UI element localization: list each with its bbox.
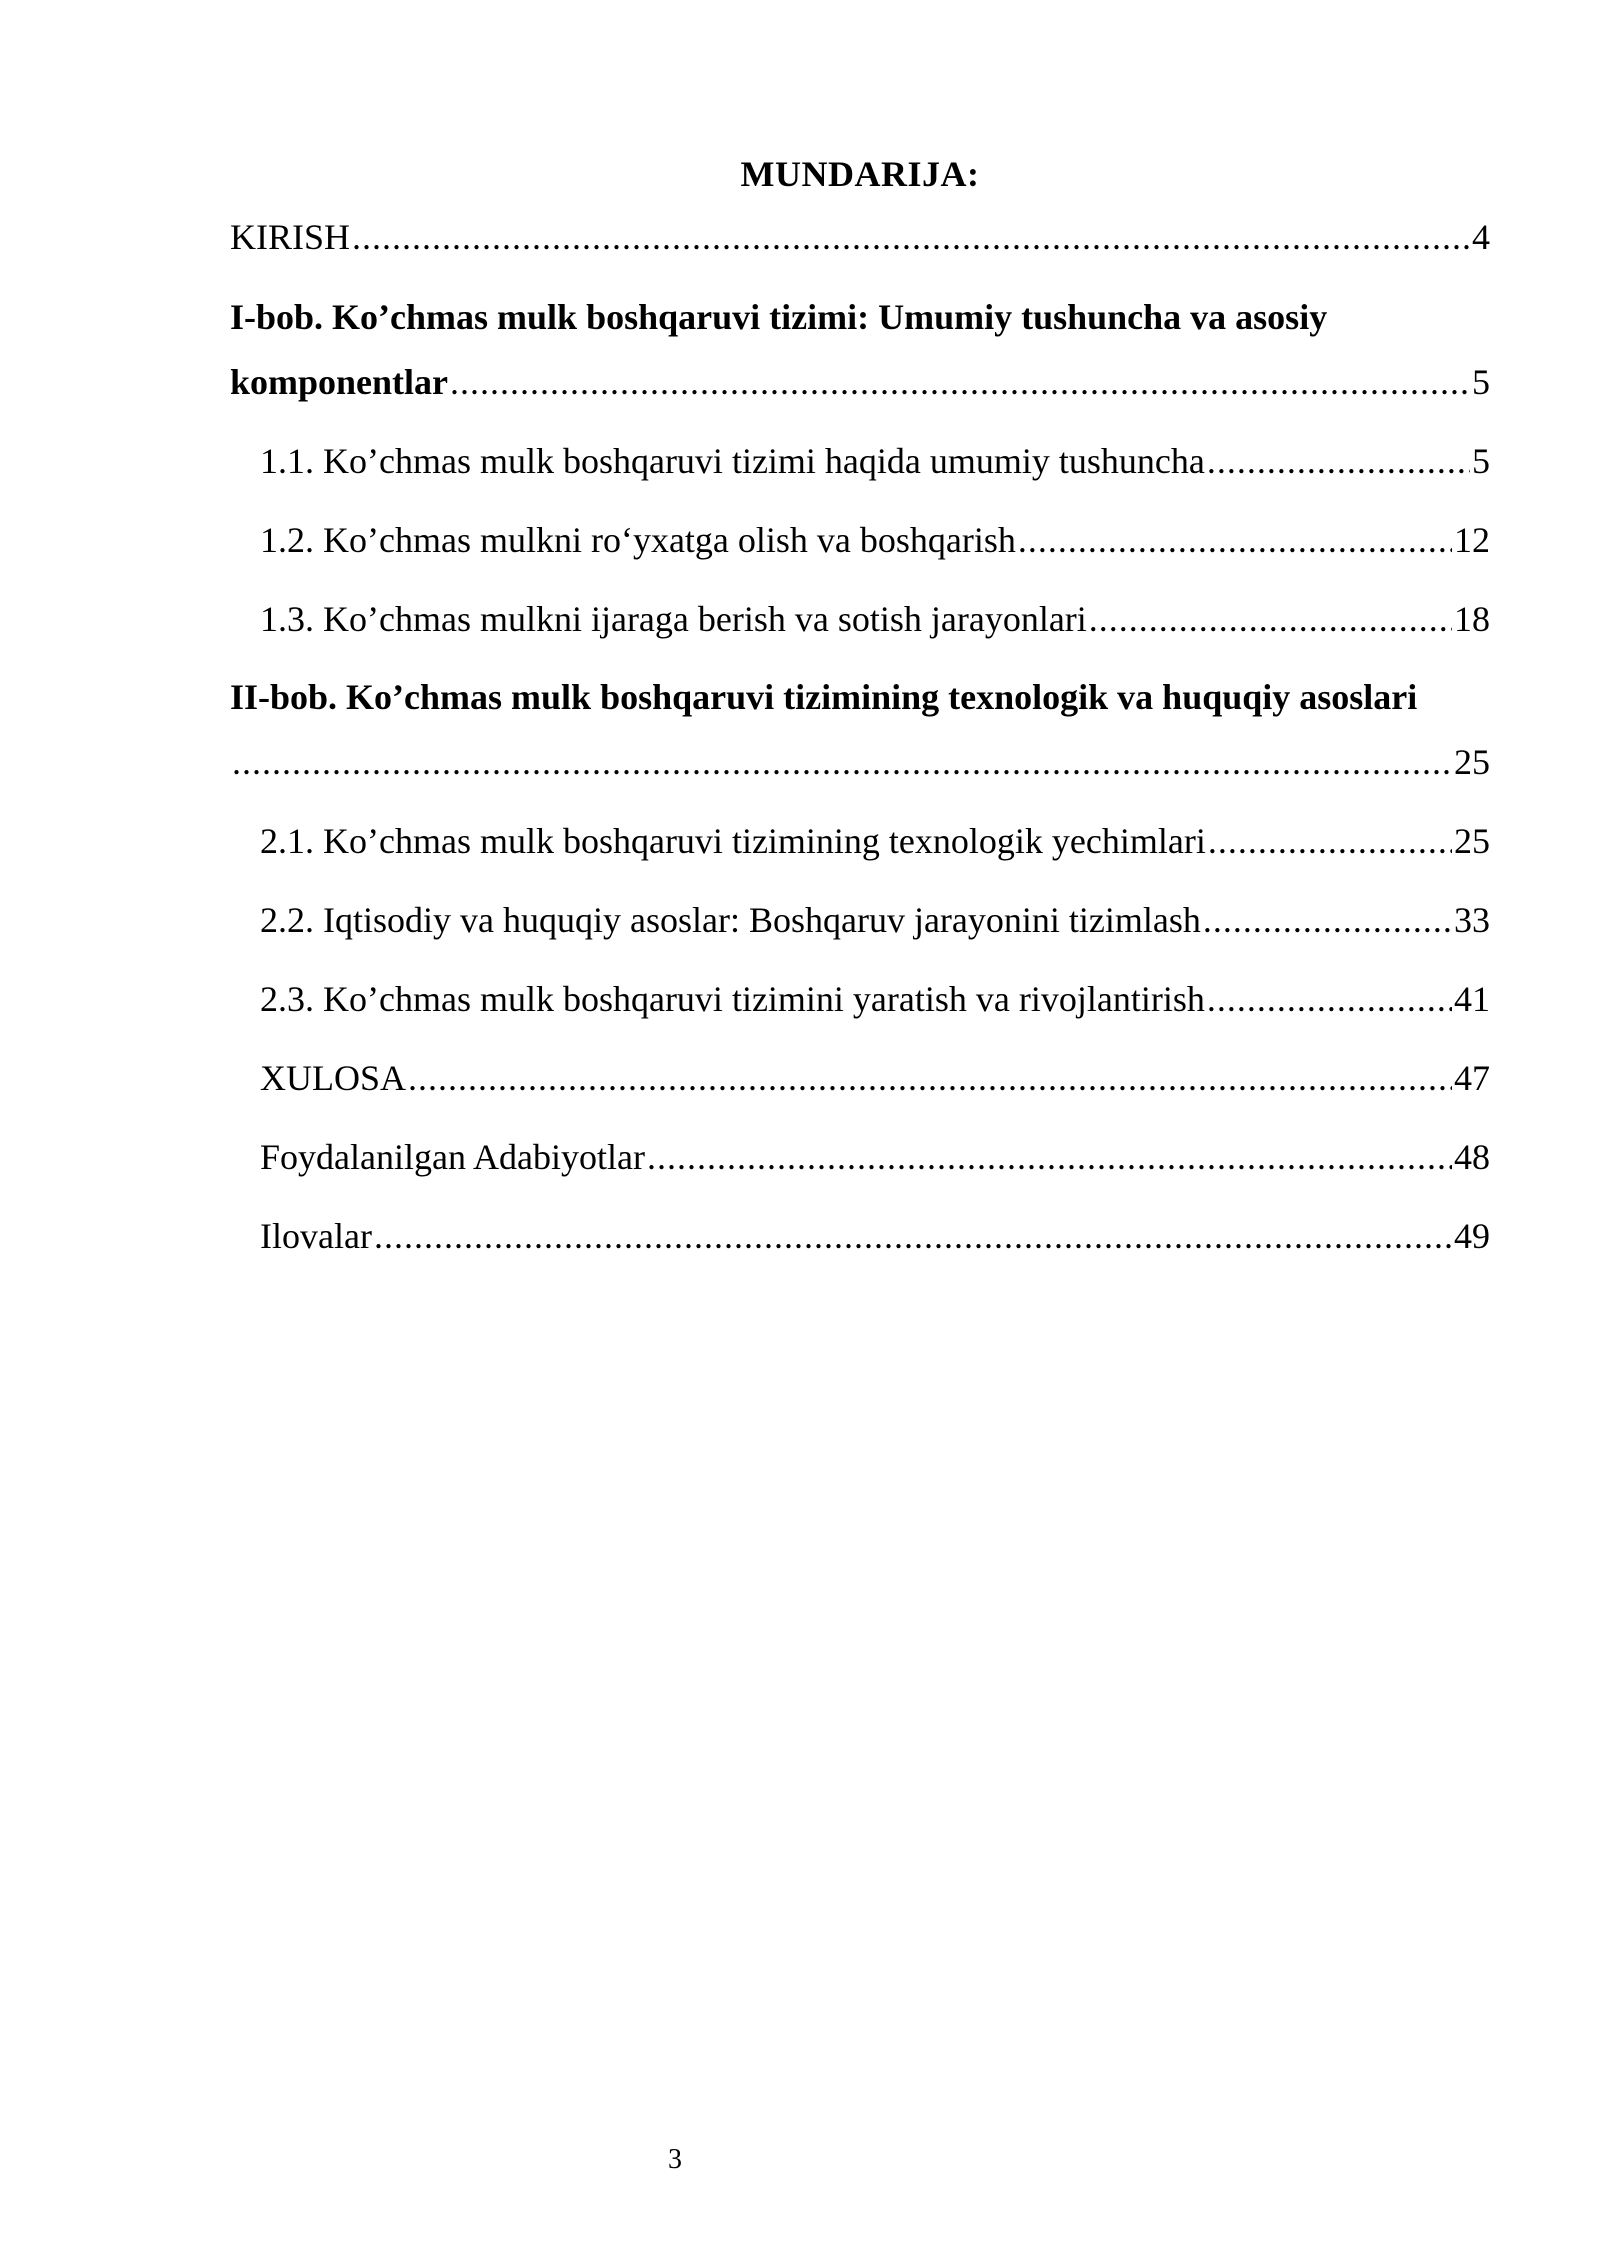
toc-entry-page: 12 — [1454, 520, 1490, 560]
toc-entry-1-3[interactable] — [230, 597, 1490, 641]
toc-entry-label: 1.3. Ko’chmas mulkni ijaraga berish va sotish jarayonlari — [260, 599, 1087, 639]
table-of-contents — [230, 215, 1490, 1258]
toc-entry-page: 41 — [1454, 979, 1490, 1019]
dot-leader — [352, 215, 1470, 259]
toc-entry-page: 47 — [1454, 1058, 1490, 1098]
toc-entry-label: komponentlar — [230, 362, 449, 402]
toc-entry-label: Ilovalar — [260, 1216, 372, 1256]
toc-entry-label: 2.1. Ko’chmas mulk boshqaruvi tizimining texnologik yechimlari — [260, 821, 1206, 861]
toc-entry-label: 1.2. Ko’chmas mulkni ro‘yxatga olish va boshqarish — [260, 520, 1016, 560]
dot-leader — [1203, 898, 1452, 942]
dot-leader — [1207, 439, 1470, 483]
toc-entry-page: 4 — [1472, 217, 1490, 257]
toc-chapter-1-title-end — [230, 360, 1490, 404]
toc-chapter-2-title-end — [230, 740, 1490, 784]
toc-entry-page: 5 — [1472, 362, 1490, 402]
dot-leader — [1208, 819, 1452, 863]
dot-leader — [450, 360, 1470, 404]
toc-entry-1-2[interactable] — [230, 518, 1490, 562]
toc-entry-2-1[interactable] — [230, 819, 1490, 863]
toc-entry-1-1[interactable] — [230, 439, 1490, 483]
toc-chapter-1-title-line1: I-bob. Ko’chmas mulk boshqaruvi tizimi: Umumiy tushuncha va asosiy — [230, 297, 1328, 337]
toc-entry-adabiyotlar[interactable] — [230, 1135, 1490, 1179]
toc-entry-page: 48 — [1454, 1137, 1490, 1177]
toc-entry-page: 25 — [1454, 742, 1490, 782]
toc-entry-label: 1.1. Ko’chmas mulk boshqaruvi tizimi haqida umumiy tushuncha — [260, 441, 1205, 481]
toc-entry-label: Foydalanilgan Adabiyotlar — [260, 1137, 645, 1177]
toc-entry-page: 5 — [1472, 441, 1490, 481]
dot-leader — [1089, 597, 1452, 641]
toc-entry-kirish[interactable] — [230, 215, 1490, 259]
dot-leader — [647, 1135, 1452, 1179]
dot-leader — [232, 740, 1452, 784]
toc-chapter-1[interactable] — [230, 295, 1490, 404]
toc-entry-page: 49 — [1454, 1216, 1490, 1256]
dot-leader — [1018, 518, 1452, 562]
toc-entry-label: 2.3. Ko’chmas mulk boshqaruvi tizimini yaratish va rivojlantirish — [260, 979, 1205, 1019]
toc-title: MUNDARIJA: — [740, 154, 980, 194]
dot-leader — [408, 1056, 1452, 1100]
dot-leader — [374, 1214, 1452, 1258]
toc-entry-xulosa[interactable] — [230, 1056, 1490, 1100]
toc-entry-2-2[interactable] — [230, 898, 1490, 942]
toc-entry-page: 25 — [1454, 821, 1490, 861]
page-number: 3 — [668, 2144, 682, 2175]
toc-entry-page: 18 — [1454, 599, 1490, 639]
toc-entry-ilovalar[interactable] — [230, 1214, 1490, 1258]
toc-entry-label: XULOSA — [260, 1058, 407, 1098]
toc-entry-page: 33 — [1454, 900, 1490, 940]
toc-entry-2-3[interactable] — [230, 977, 1490, 1021]
toc-entry-label: 2.2. Iqtisodiy va huquqiy asoslar: Boshqaruv jarayonini tizimlash — [260, 900, 1201, 940]
toc-chapter-2[interactable] — [230, 675, 1490, 784]
toc-chapter-2-title-line1: II-bob. Ko’chmas mulk boshqaruvi tizimining texnologik va huquqiy asoslari — [230, 677, 1418, 717]
dot-leader — [1207, 977, 1452, 1021]
toc-entry-label: KIRISH — [230, 217, 351, 257]
